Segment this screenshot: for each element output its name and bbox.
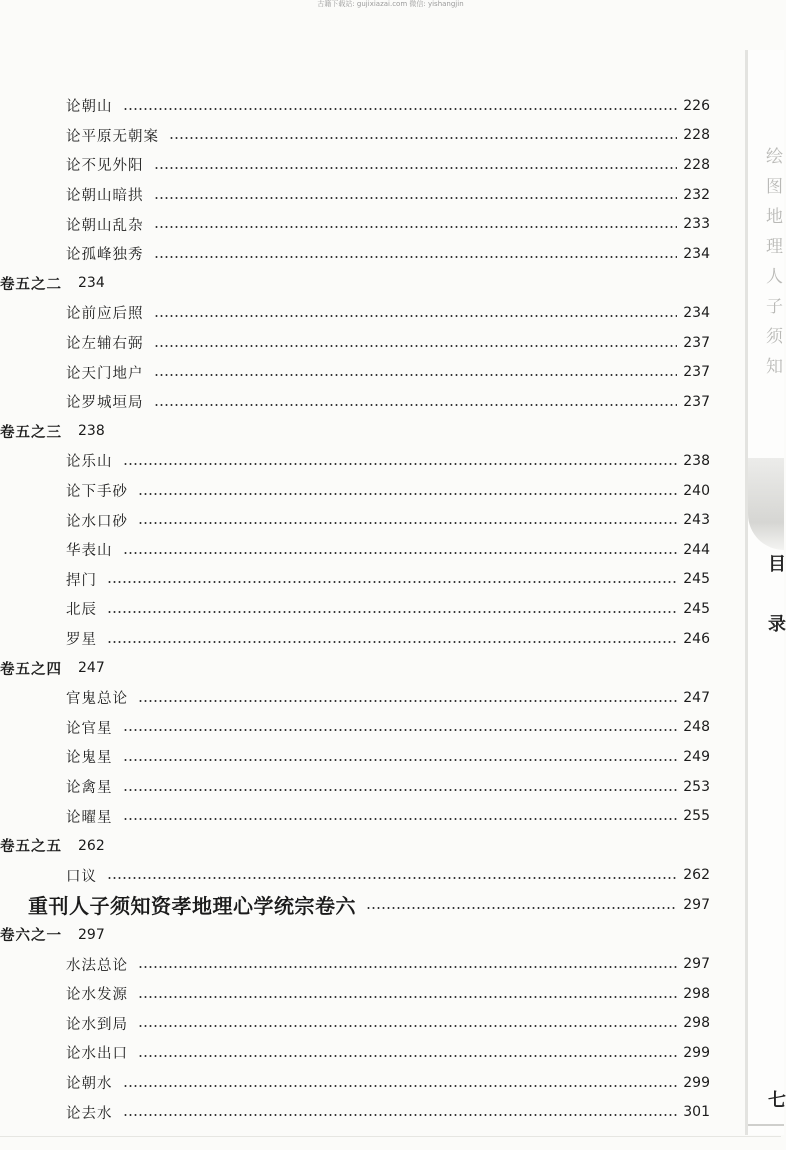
toc-entry [66, 565, 710, 595]
adjacent-page-edge [745, 50, 784, 1135]
dot-leader [123, 1085, 678, 1087]
toc-entry [66, 772, 710, 802]
toc-entry-title: 水法总论 [66, 957, 128, 974]
dot-leader [123, 818, 678, 820]
dot-leader [138, 996, 677, 998]
toc-entry [66, 594, 710, 624]
dot-leader [154, 256, 678, 258]
adjacent-page-vertical-text [766, 142, 786, 382]
toc-entry-title: 论罗城垣局 [66, 395, 144, 412]
toc-entry-page-number: 298 [683, 1015, 710, 1032]
toc-entry-title: 论朝山 [66, 99, 113, 116]
toc-entry-page-number: 301 [683, 1104, 710, 1121]
toc-entry-page-number: 247 [78, 660, 105, 677]
toc-entry-title: 论乐山 [66, 454, 113, 471]
toc-entry-page-number: 248 [683, 719, 710, 736]
toc-entry-page-number: 240 [683, 482, 710, 499]
dot-leader [138, 522, 677, 524]
watermark-text: 古籍下载站: gujixiazai.com 微信: yishangjin [317, 0, 464, 8]
dot-leader [169, 137, 677, 139]
toc-entry-title: 论水发源 [66, 987, 128, 1004]
toc-entry-title: 论水到局 [66, 1016, 128, 1033]
toc-entry-page-number: 297 [683, 956, 710, 973]
toc-entry-title: 论水出口 [66, 1046, 128, 1063]
toc-entry [66, 742, 710, 772]
toc-entry-title: 官鬼总论 [66, 691, 128, 708]
adjacent-page-rule [748, 1124, 784, 1126]
toc-entry-page-number: 246 [683, 630, 710, 647]
toc-entry [66, 476, 710, 506]
toc-entry [66, 446, 710, 476]
dot-leader [154, 374, 678, 376]
toc-entry [66, 713, 710, 743]
toc-entry-title: 华表山 [66, 543, 113, 560]
toc-entry [66, 150, 710, 180]
toc-entry-page-number: 233 [683, 216, 710, 233]
adjacent-page-gray-band [748, 458, 784, 550]
vertical-char: 人 [766, 267, 783, 287]
dot-leader [154, 167, 678, 169]
toc-entry-title: 卷五之五 [0, 838, 62, 856]
toc-entry [66, 180, 710, 210]
toc-entry-page-number: 299 [683, 1074, 710, 1091]
adjacent-page-char-qi: 七 [768, 1090, 786, 1111]
toc-entry [66, 979, 710, 1009]
toc-entry-title: 论孤峰独秀 [66, 247, 144, 264]
toc-entry [66, 505, 710, 535]
toc-entry-page-number: 247 [683, 689, 710, 706]
toc-entry-title: 卷五之四 [0, 660, 62, 678]
toc-entry-title: 卷五之二 [0, 275, 62, 293]
dot-leader [123, 789, 678, 791]
toc-entry-title: 论不见外阳 [66, 158, 144, 175]
toc-entry-title: 论去水 [66, 1105, 113, 1122]
adjacent-page-char-mu: 目 [768, 554, 786, 575]
toc-entry-page-number: 234 [683, 245, 710, 262]
toc-entry [66, 861, 710, 891]
toc-entry [66, 357, 710, 387]
toc-entry-page-number: 237 [683, 334, 710, 351]
toc-entry-page-number: 245 [683, 571, 710, 588]
toc-entry-page-number: 245 [683, 600, 710, 617]
toc-entry-page-number: 234 [683, 304, 710, 321]
vertical-char: 地 [766, 207, 783, 227]
toc-entry-page-number: 234 [78, 275, 105, 292]
dot-leader [123, 1114, 678, 1116]
vertical-char: 须 [766, 327, 783, 347]
toc-volume-entry [0, 269, 105, 299]
toc-entry-page-number: 243 [683, 512, 710, 529]
adjacent-page-char-lu: 录 [768, 614, 786, 635]
toc-entry-title: 罗星 [66, 632, 97, 649]
toc-volume-entry [0, 831, 105, 861]
vertical-char: 子 [766, 297, 783, 317]
toc-entry-title: 论朝山乱杂 [66, 217, 144, 234]
toc-volume-entry [0, 920, 105, 950]
toc-entry-title: 论曜星 [66, 809, 113, 826]
toc-entry-title: 卷六之一 [0, 927, 62, 945]
dot-leader [138, 1025, 677, 1027]
toc-entry-page-number: 297 [78, 926, 105, 943]
toc-entry [66, 801, 710, 831]
dot-leader [154, 315, 678, 317]
toc-entry-page-number: 253 [683, 778, 710, 795]
toc-entry [66, 1068, 710, 1098]
toc-entry-page-number: 228 [683, 127, 710, 144]
toc-entry-page-number: 255 [683, 808, 710, 825]
toc-entry-title: 论前应后照 [66, 306, 144, 323]
dot-leader [107, 877, 677, 879]
dot-leader [154, 197, 678, 199]
toc-entry [66, 239, 710, 269]
dot-leader [123, 108, 678, 110]
vertical-char: 理 [766, 237, 783, 257]
toc-entry-title: 论左辅右弼 [66, 336, 144, 353]
toc-entry-page-number: 226 [683, 97, 710, 114]
toc-entry-title: 捍门 [66, 572, 97, 589]
toc-entry-title: 论下手砂 [66, 484, 128, 501]
toc-entry [66, 535, 710, 565]
dot-leader [138, 493, 677, 495]
dot-leader [107, 581, 677, 583]
dot-leader [138, 700, 677, 702]
toc-entry [66, 1097, 710, 1127]
vertical-char: 绘 [766, 147, 783, 167]
toc-entry [66, 949, 710, 979]
dot-leader [107, 641, 677, 643]
toc-entry-title: 论鬼星 [66, 750, 113, 767]
toc-entry [66, 1038, 710, 1068]
toc-entry-title: 论水口砂 [66, 513, 128, 530]
dot-leader [154, 226, 678, 228]
toc-entry-title: 重刊人子须知资孝地理心学统宗卷六 [28, 894, 356, 919]
dot-leader [138, 1055, 677, 1057]
toc-entry [66, 91, 710, 121]
dot-leader [138, 966, 677, 968]
toc-entry [66, 683, 710, 713]
dot-leader [107, 611, 677, 613]
dot-leader [123, 759, 678, 761]
toc-entry-page-number: 299 [683, 1044, 710, 1061]
toc-entry [66, 387, 710, 417]
toc-entry-title: 论官星 [66, 720, 113, 737]
toc-entry-page-number: 244 [683, 541, 710, 558]
toc-entry-page-number: 238 [683, 452, 710, 469]
toc-entry [66, 1009, 710, 1039]
toc-entry-title: 北辰 [66, 602, 97, 619]
toc-volume-entry [0, 417, 105, 447]
dot-leader [123, 552, 678, 554]
toc-entry-page-number: 237 [683, 393, 710, 410]
toc-major-heading [28, 890, 710, 920]
toc-entry-title: 论朝山暗拱 [66, 188, 144, 205]
toc-entry-title: 论禽星 [66, 780, 113, 797]
toc-entry-page-number: 238 [78, 423, 105, 440]
toc-entry-page-number: 262 [683, 867, 710, 884]
toc-entry [66, 209, 710, 239]
toc-entry-title: 论朝水 [66, 1076, 113, 1093]
toc-entry-title: 论平原无朝案 [66, 128, 159, 145]
toc-entry-page-number: 232 [683, 186, 710, 203]
toc-entry-page-number: 237 [683, 364, 710, 381]
vertical-char: 图 [766, 177, 783, 197]
toc-entry-title: 卷五之三 [0, 423, 62, 441]
dot-leader [123, 729, 678, 731]
toc-entry-page-number: 298 [683, 985, 710, 1002]
dot-leader [123, 463, 678, 465]
toc-entry-title: 论天门地户 [66, 365, 144, 382]
toc-entry-page-number: 262 [78, 837, 105, 854]
toc-entry [66, 624, 710, 654]
dot-leader [366, 907, 677, 909]
toc-entry-page-number: 249 [683, 748, 710, 765]
toc-entry [66, 328, 710, 358]
vertical-char: 知 [766, 357, 783, 377]
toc-entry-page-number: 228 [683, 156, 710, 173]
toc-entry-title: 口议 [66, 868, 97, 885]
toc-entry [66, 121, 710, 151]
toc-entry [66, 298, 710, 328]
dot-leader [154, 345, 678, 347]
toc-volume-entry [0, 653, 105, 683]
toc-entry-page-number: 297 [683, 896, 710, 913]
page-bottom-rule [0, 1136, 781, 1137]
dot-leader [154, 404, 678, 406]
